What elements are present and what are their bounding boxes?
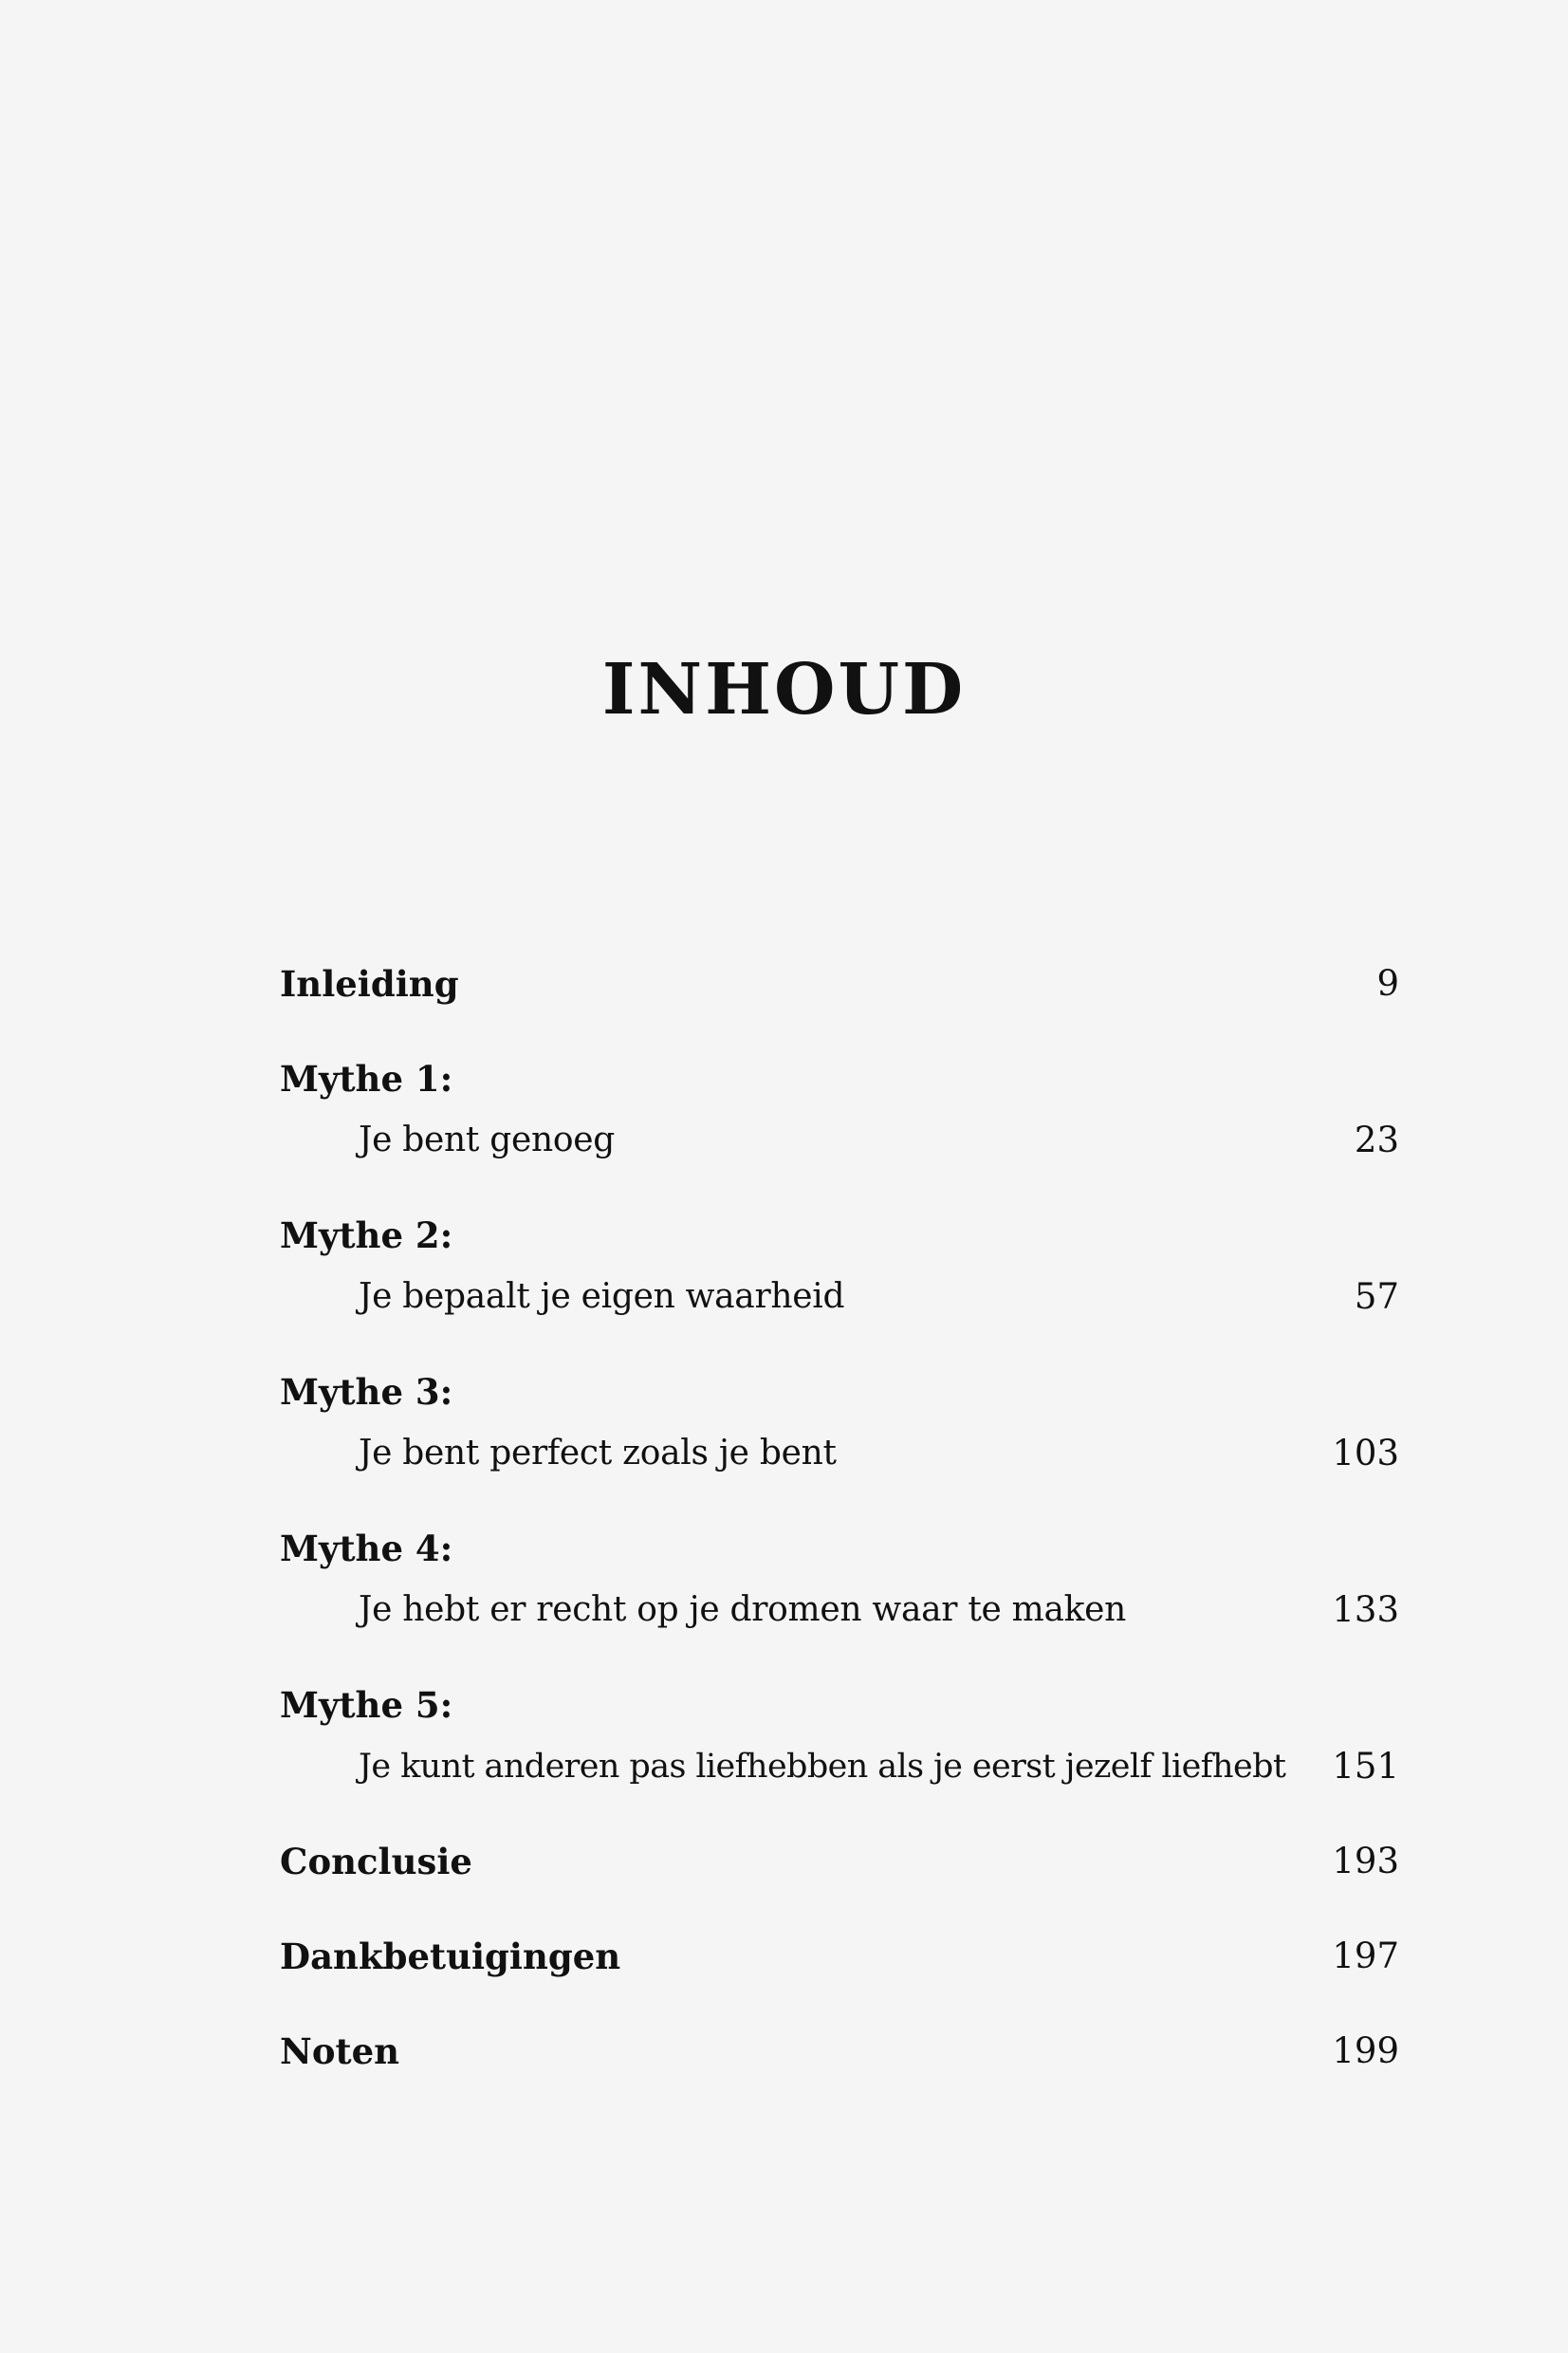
page-title: INHOUD <box>601 649 967 731</box>
toc-entry-subtitle: Je bent perfect zoals je bent <box>359 1434 837 1473</box>
toc-entry-subtitle: Je bepaalt je eigen waarheid <box>359 1277 845 1316</box>
toc-page-number: 151 <box>1332 1746 1399 1787</box>
toc-page-number: 57 <box>1354 1276 1399 1317</box>
toc-entry-noten[interactable] <box>280 2023 1399 2080</box>
toc-entry-mythe-4[interactable] <box>280 1582 1399 1639</box>
toc-entry-mythe-3-heading <box>280 1363 1399 1420</box>
toc-entry-label: Noten <box>280 2030 400 2072</box>
toc-entry-inleiding[interactable] <box>280 955 1399 1012</box>
toc-entry-mythe-1[interactable] <box>280 1112 1399 1169</box>
toc-entry-mythe-1-heading <box>280 1050 1399 1107</box>
toc-entry-label: Conclusie <box>280 1841 472 1882</box>
toc-entry-mythe-2-heading <box>280 1207 1399 1264</box>
toc-entry-label: Inleiding <box>280 963 459 1005</box>
toc-entry-label: Dankbetuigingen <box>280 1936 621 1977</box>
toc-entry-subtitle: Je bent genoeg <box>359 1121 615 1159</box>
toc-entry-subtitle: Je hebt er recht op je dromen waar te maken <box>359 1590 1127 1629</box>
toc-page-number: 199 <box>1332 2030 1399 2071</box>
toc-entry-label: Mythe 1: <box>280 1058 453 1100</box>
toc-entry-mythe-5-heading <box>280 1677 1399 1733</box>
toc-entry-subtitle: Je kunt anderen pas liefhebben als je eerst jezelf liefhebt <box>359 1748 1286 1786</box>
toc-page-number: 193 <box>1332 1841 1399 1881</box>
toc-entry-mythe-4-heading <box>280 1520 1399 1577</box>
toc-entry-label: Mythe 5: <box>280 1684 453 1726</box>
toc-page-number: 23 <box>1354 1120 1399 1160</box>
toc-entry-label: Mythe 4: <box>280 1528 453 1569</box>
toc-entry-conclusie[interactable] <box>280 1833 1399 1890</box>
toc-entry-mythe-5[interactable] <box>280 1738 1399 1795</box>
toc-page-number: 9 <box>1376 963 1399 1004</box>
toc-page-number: 133 <box>1332 1589 1399 1630</box>
toc-entry-mythe-2[interactable] <box>280 1269 1399 1325</box>
toc-entry-label: Mythe 3: <box>280 1371 453 1413</box>
toc-entry-dankbetuigingen[interactable] <box>280 1928 1399 1985</box>
toc-page-number: 197 <box>1332 1936 1399 1976</box>
toc-entry-label: Mythe 2: <box>280 1214 453 1256</box>
toc-page-number: 103 <box>1332 1433 1399 1473</box>
toc-entry-mythe-3[interactable] <box>280 1425 1399 1482</box>
